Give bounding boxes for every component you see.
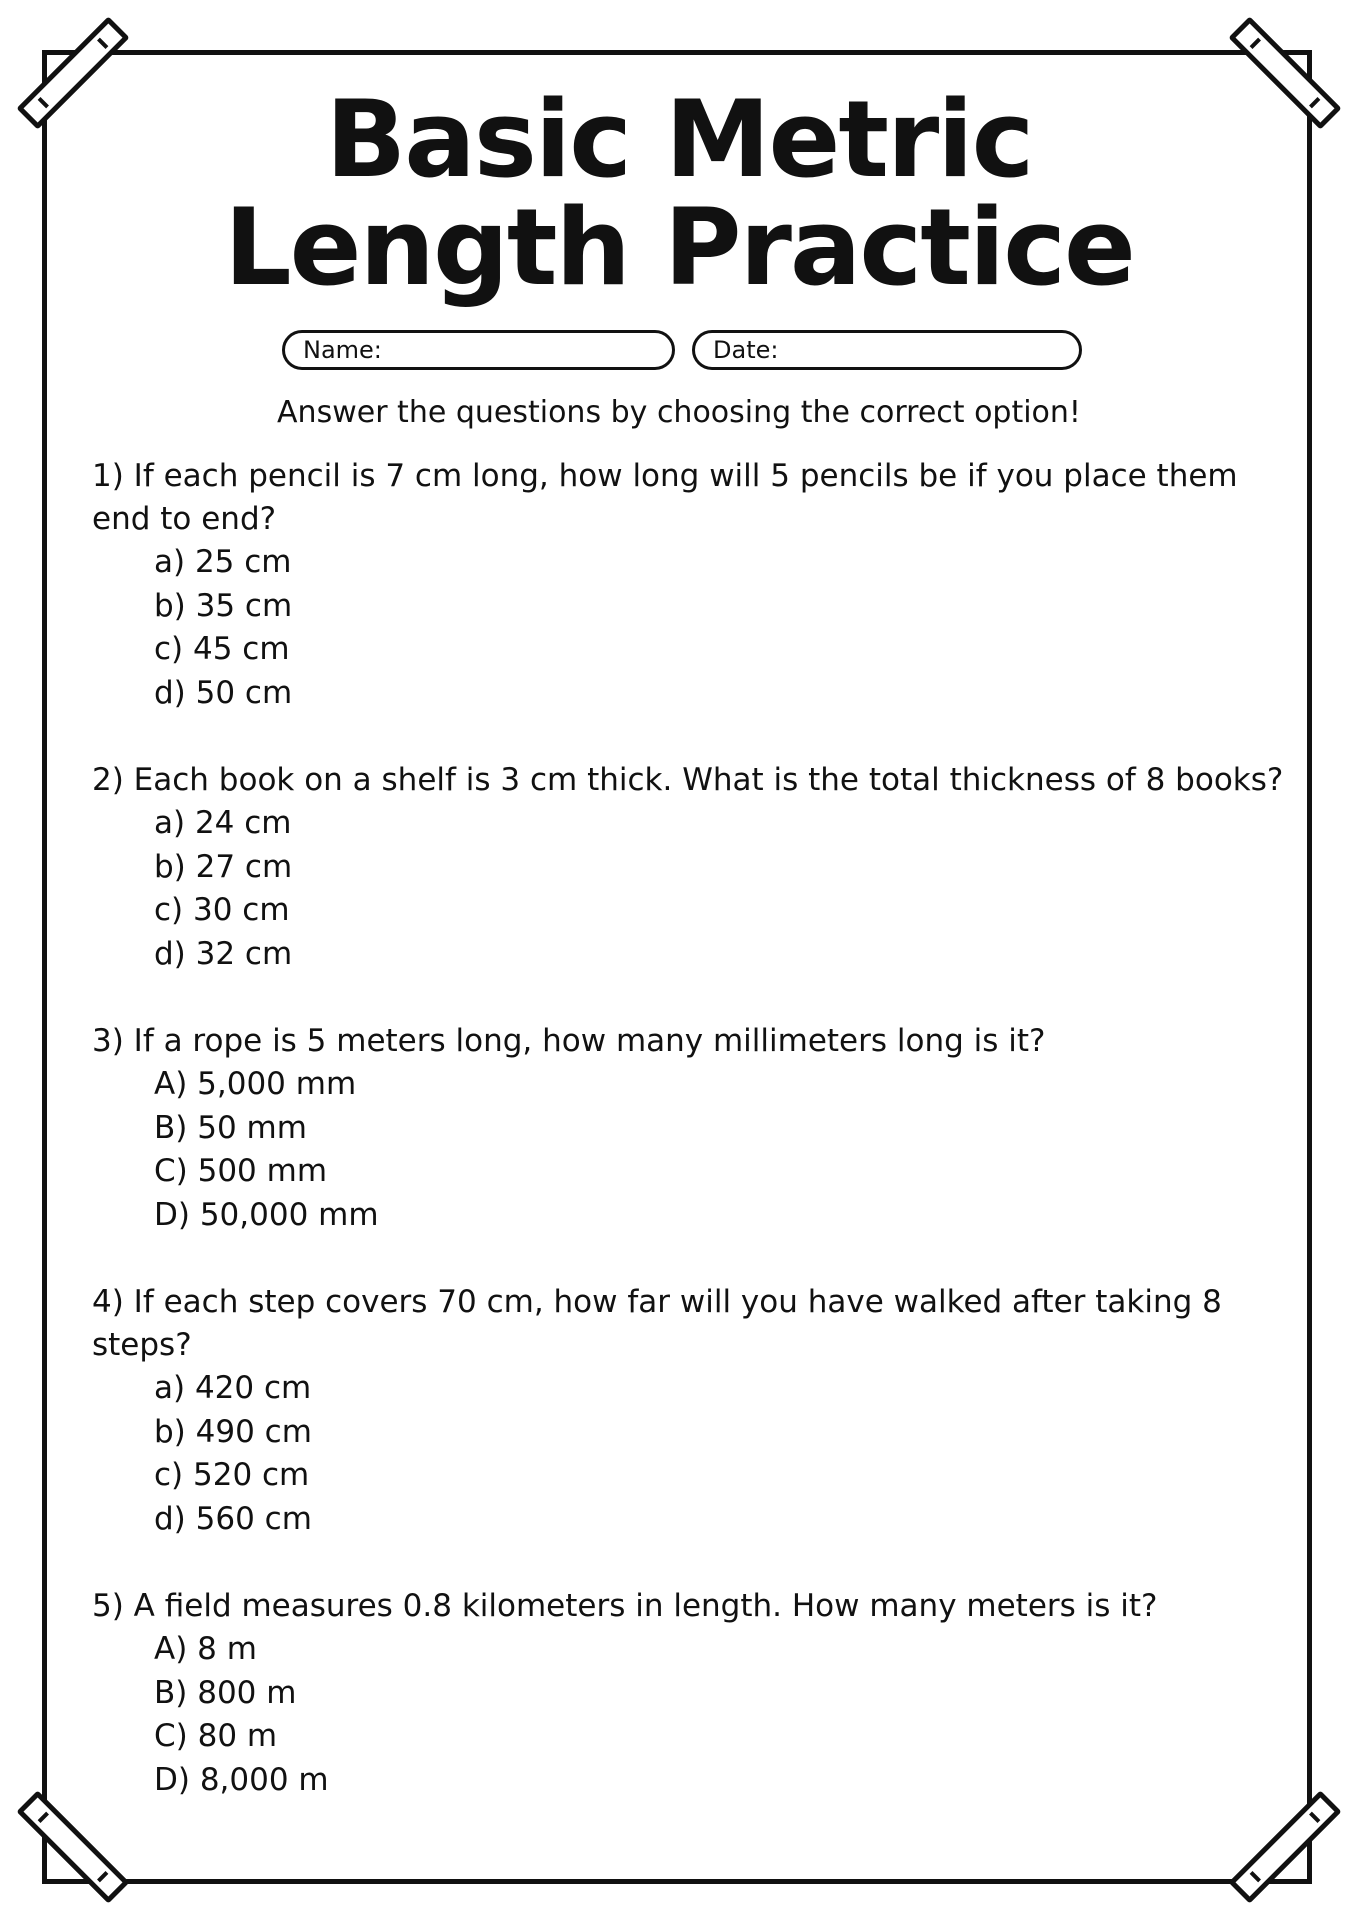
instruction-text: Answer the questions by choosing the correct option! [277, 395, 1081, 430]
answer-option[interactable]: A) 5,000 mm [154, 1066, 357, 1102]
title-line-1: Basic Metric [325, 78, 1033, 201]
answer-option[interactable]: B) 50 mm [154, 1109, 307, 1146]
answer-option[interactable]: b) 35 cm [154, 587, 293, 624]
answer-options [92, 1628, 1292, 1802]
answer-option[interactable]: d) 50 cm [154, 674, 293, 711]
question-3 [92, 1020, 1292, 1237]
title-line-2: Length Practice [224, 186, 1134, 309]
question-list [92, 455, 1292, 1846]
question-2 [92, 759, 1292, 976]
question-5 [92, 1585, 1292, 1802]
name-field[interactable] [282, 330, 675, 370]
answer-option[interactable]: B) 800 m [154, 1674, 297, 1711]
question-text: 2) Each book on a shelf is 3 cm thick. What is the total thickness of 8 books? [92, 762, 1284, 798]
name-label: Name: [303, 336, 382, 364]
question-text: 1) If each pencil is 7 cm long, how long will 5 pencils be if you place them end to end? [92, 458, 1238, 537]
answer-option[interactable]: b) 490 cm [154, 1413, 312, 1450]
question-1 [92, 455, 1292, 715]
question-text: 4) If each step covers 70 cm, how far will you have walked after taking 8 steps? [92, 1284, 1222, 1363]
answer-options [92, 1367, 1292, 1541]
answer-option[interactable]: d) 32 cm [154, 935, 293, 972]
answer-option[interactable]: a) 25 cm [154, 544, 292, 580]
answer-option[interactable]: D) 8,000 m [154, 1761, 329, 1798]
answer-option[interactable]: a) 24 cm [154, 805, 292, 841]
answer-option[interactable]: A) 8 m [154, 1631, 257, 1667]
date-field[interactable] [692, 330, 1082, 370]
answer-option[interactable]: C) 80 m [154, 1718, 278, 1754]
answer-options [92, 1063, 1292, 1237]
answer-option[interactable]: c) 520 cm [154, 1457, 310, 1493]
answer-option[interactable]: c) 45 cm [154, 631, 290, 667]
question-4 [92, 1281, 1292, 1541]
question-text: 5) A field measures 0.8 kilometers in length. How many meters is it? [92, 1588, 1158, 1624]
question-text: 3) If a rope is 5 meters long, how many millimeters long is it? [92, 1023, 1046, 1059]
answer-option[interactable]: C) 500 mm [154, 1153, 328, 1189]
answer-option[interactable]: a) 420 cm [154, 1370, 312, 1406]
answer-option[interactable]: d) 560 cm [154, 1500, 312, 1537]
name-date-fields [282, 330, 1082, 370]
answer-options [92, 541, 1292, 715]
answer-option[interactable]: b) 27 cm [154, 848, 293, 885]
answer-option[interactable]: D) 50,000 mm [154, 1196, 379, 1233]
worksheet-title [0, 78, 1358, 309]
answer-option[interactable]: c) 30 cm [154, 892, 290, 928]
date-label: Date: [713, 336, 779, 364]
answer-options [92, 802, 1292, 976]
